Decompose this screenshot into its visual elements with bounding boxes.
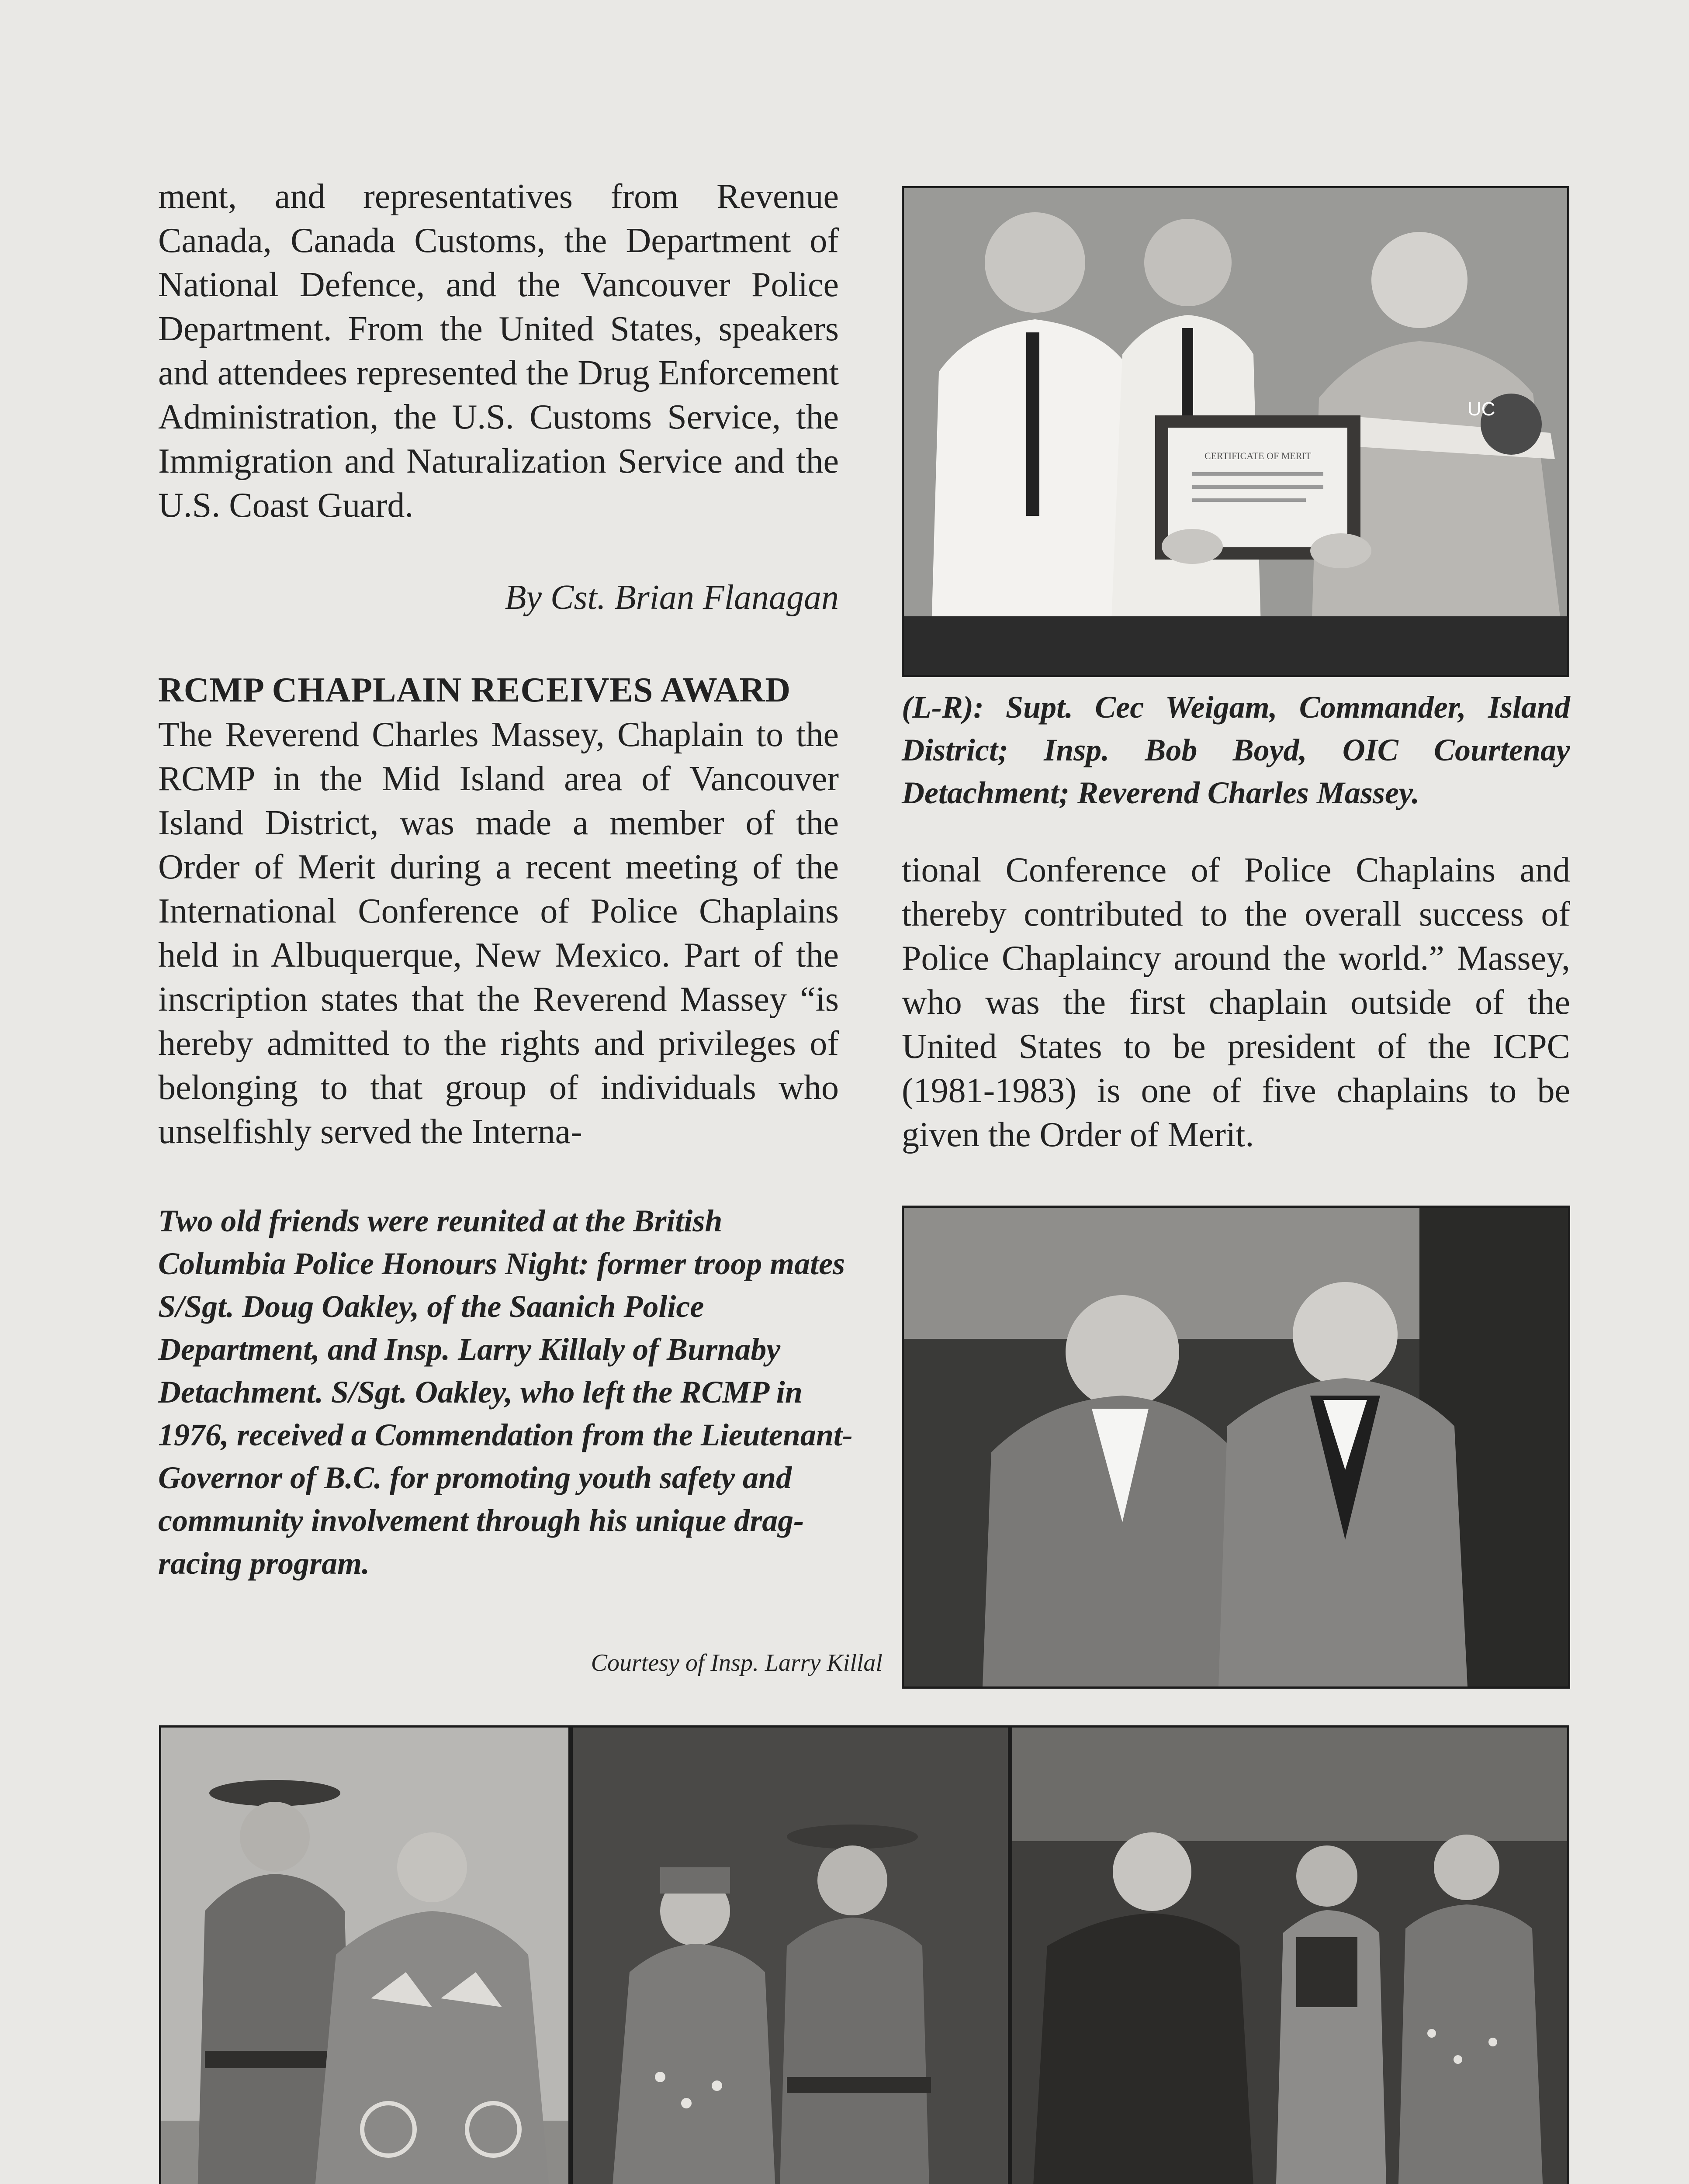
award-photo-caption: (L-R): Supt. Cec Weigam, Commander, Island District; Insp. Bob Boyd, OIC Courtenay Detachment; Reverend Charles Massey. <box>902 690 1570 810</box>
article-heading: RCMP CHAPLAIN RECEIVES AWARD <box>158 671 791 709</box>
certificate-title: CERTIFICATE OF MERIT <box>1204 450 1312 461</box>
intro-paragraph: ment, and representatives from Revenue Canada, Canada Customs, the Department of National Defence, and the Vancouver Police Department. From the United States, speakers and attendees represented the Drug Enforcement Administration, the U.S. Customs Service, the Immigration and Naturalization Service and the U.S. Coast Guard. <box>158 177 839 525</box>
jacket-patch-text: UC <box>1467 398 1495 420</box>
museum-photo-1 <box>159 1725 571 2184</box>
continued-paragraph: tional Conference of Police Chaplains and thereby contributed to the overall success of Police Chaplaincy around the world.” Massey, who was the first chaplain outside of the United States to be president of the ICPC (1981-1983) is one of five chaplains to be given the Order of Merit. <box>902 851 1570 1154</box>
reunion-caption: Two old friends were reunited at the British Columbia Police Honours Night: former troop mates S/Sgt. Doug Oakley, of the Saanich Police Department, and Insp. Larry Killaly of Burnaby Detachment. S/Sgt. Oakley, who left the RCMP in 1976, received a Commendation from the Lieutenant-Governor of B.C. for promoting youth safety and community involvement through his unique drag-racing program. <box>158 1203 853 1581</box>
byline: By Cst. Brian Flanagan <box>505 578 839 617</box>
article-paragraph: The Reverend Charles Massey, Chaplain to the RCMP in the Mid Island area of Vancouver Island District, was made a member of the Order of Merit during a recent meeting of the International Conference of Police Chaplains held in Albuquerque, New Mexico. Part of the inscription states that the Reverend Massey “is hereby admitted to the rights and privileges of belonging to that group of individuals who unselfishly served the Interna- <box>158 715 839 1151</box>
photo-credit: Courtesy of Insp. Larry Killal <box>591 1649 883 1676</box>
museum-photo-3 <box>1010 1725 1569 2184</box>
award-ceremony-photo <box>902 186 1569 677</box>
reunion-photo <box>902 1206 1570 1689</box>
museum-photo-2 <box>571 1725 1010 2184</box>
